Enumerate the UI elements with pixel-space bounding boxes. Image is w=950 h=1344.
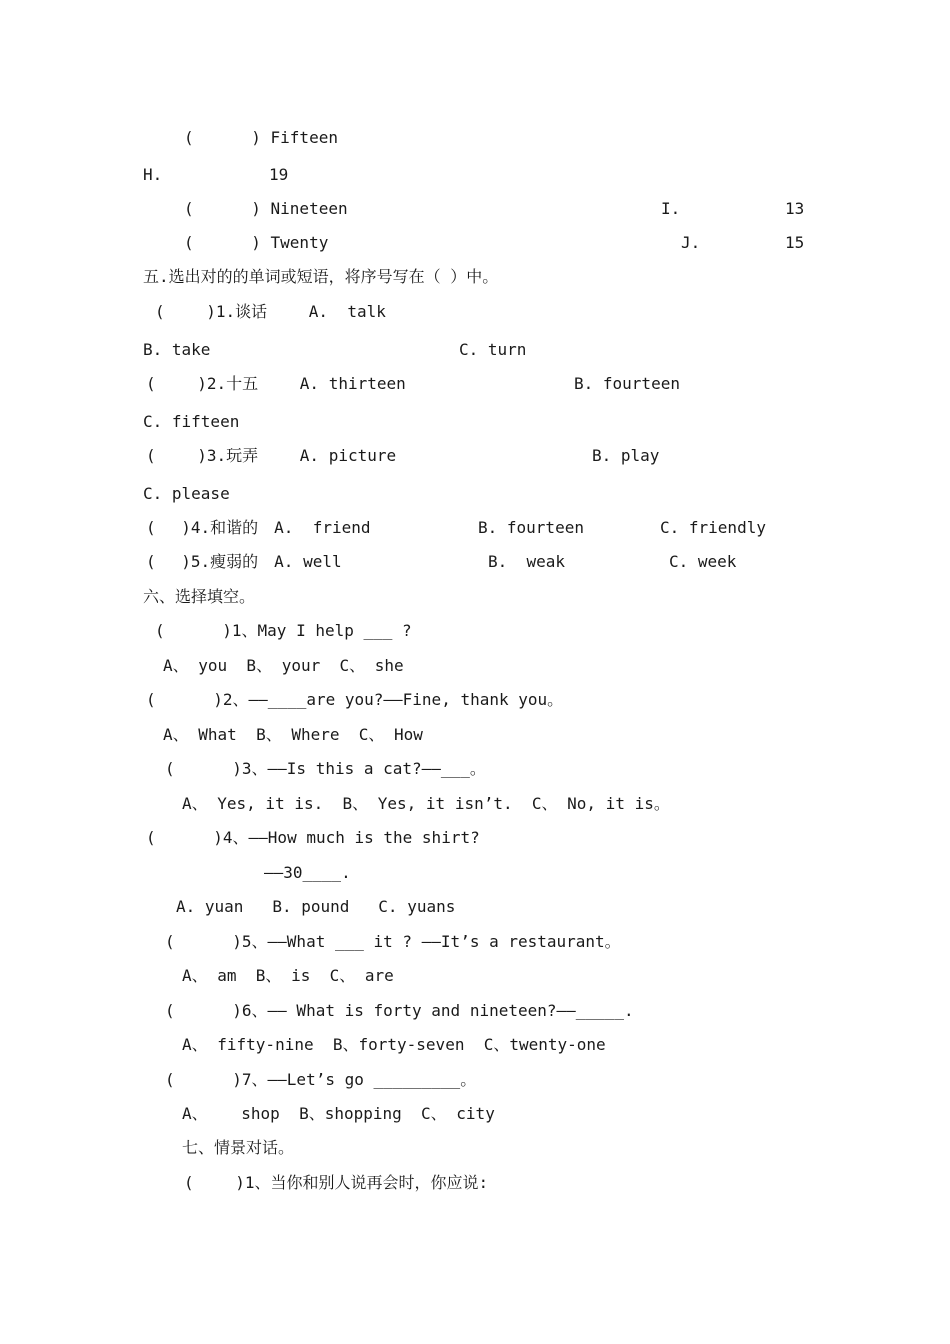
s5-q3-option-c: C. please — [143, 484, 230, 503]
s6-q3-options: A、 Yes, it is. B、 Yes, it isn’t. C、 No, it is。 — [182, 794, 670, 813]
option-h-value: 19 — [269, 165, 289, 184]
s6-q4-answer-line: ——30____. — [264, 863, 351, 882]
s5-q5-prompt: ( )5.瘦弱的 A. well — [146, 552, 342, 571]
s5-q3-option-b: B. play — [592, 446, 660, 465]
option-i-letter: I. — [661, 199, 681, 218]
option-j-letter: J. — [681, 233, 701, 252]
s6-q6-options: A、 fifty-nine B、forty-seven C、twenty-one — [182, 1035, 606, 1054]
s6-q3-prompt: ( )3、——Is this a cat?——___。 — [165, 759, 486, 778]
s5-q4-option-b: B. fourteen — [478, 518, 584, 537]
s5-q1-prompt: ( )1.谈话 A. talk — [155, 302, 386, 321]
s5-q5-option-c: C. week — [669, 552, 737, 571]
s6-q5-options: A、 am B、 is C、 are — [182, 966, 394, 985]
section-7-heading: 七、情景对话。 — [182, 1138, 295, 1157]
s6-q1-options: A、 you B、 your C、 she — [163, 656, 404, 675]
s5-q3-prompt: ( )3.玩弄 A. picture — [146, 446, 397, 465]
s5-q1-option-b: B. take — [143, 340, 211, 359]
s6-q4-prompt: ( )4、——How much is the shirt? — [146, 828, 480, 847]
section-6-heading: 六、选择填空。 — [143, 587, 256, 606]
s5-q2-option-c: C. fifteen — [143, 412, 240, 431]
match-item-fifteen: ( ) Fifteen — [184, 128, 338, 147]
s6-q1-prompt: ( )1、May I help ___ ? — [155, 621, 412, 640]
s5-q4-option-c: C. friendly — [660, 518, 766, 537]
s6-q5-prompt: ( )5、——What ___ it ? ——It’s a restaurant。 — [165, 932, 621, 951]
match-item-twenty: ( ) Twenty — [184, 233, 329, 252]
option-j-value: 15 — [785, 233, 805, 252]
s6-q2-options: A、 What B、 Where C、 How — [163, 725, 423, 744]
s6-q2-prompt: ( )2、——____are you?——Fine, thank you。 — [146, 690, 564, 709]
option-i-value: 13 — [785, 199, 805, 218]
s6-q7-prompt: ( )7、——Let’s go _________。 — [165, 1070, 477, 1089]
s5-q2-prompt: ( )2.十五 A. thirteen — [146, 374, 406, 393]
s5-q2-option-b: B. fourteen — [574, 374, 680, 393]
s5-q5-option-b: B. weak — [488, 552, 566, 571]
s7-q1-prompt: ( )1、当你和别人说再会时，你应说: — [184, 1173, 489, 1192]
s5-q1-option-c: C. turn — [459, 340, 527, 359]
s5-q4-prompt: ( )4.和谐的 A. friend — [146, 518, 371, 537]
match-item-nineteen: ( ) Nineteen — [184, 199, 348, 218]
s6-q6-prompt: ( )6、—— What is forty and nineteen?——_____. — [165, 1001, 634, 1020]
option-h-letter: H. — [143, 165, 163, 184]
s6-q7-options: A、 shop B、shopping C、 city — [182, 1104, 495, 1123]
s6-q4-options: A. yuan B. pound C. yuans — [176, 897, 456, 916]
section-5-heading: 五.选出对的的单词或短语，将序号写在（ ）中。 — [143, 267, 499, 286]
